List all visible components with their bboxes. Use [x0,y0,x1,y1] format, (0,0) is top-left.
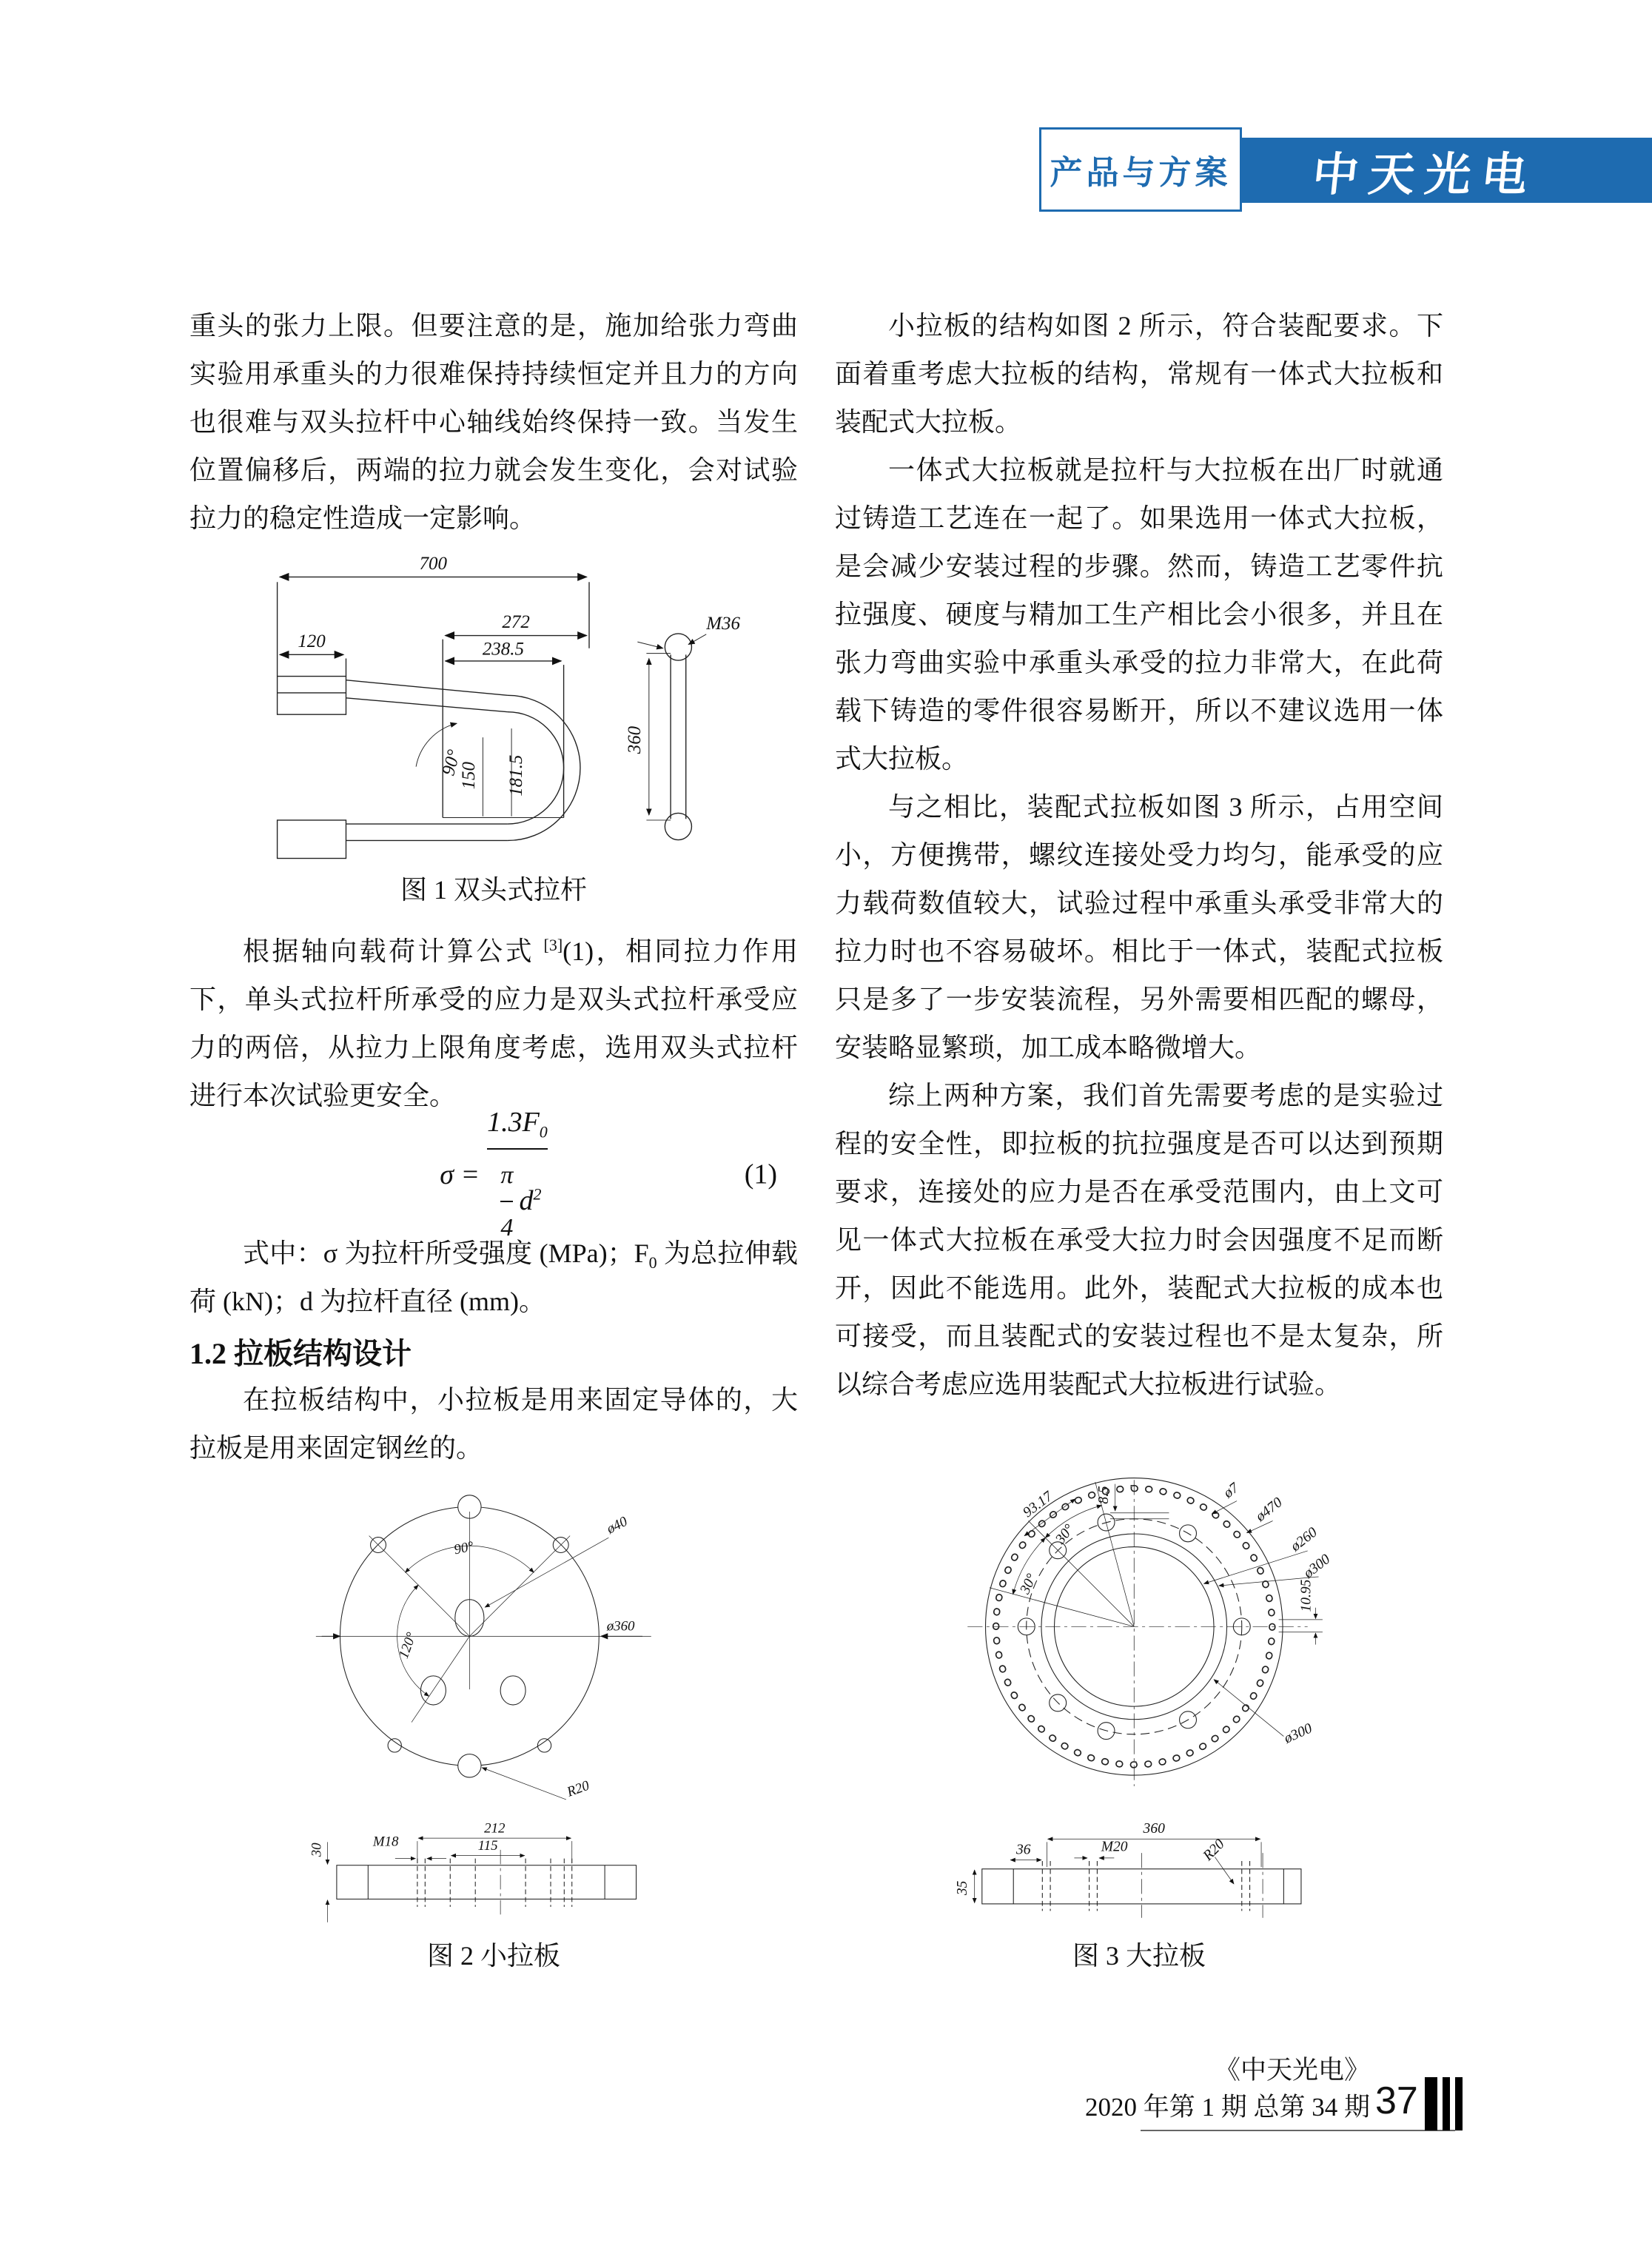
dim-181-5: 181.5 [506,754,526,797]
paragraph: 综上两种方案，我们首先需要考虑的是实验过程的安全性，即拉板的抗拉强度是否可以达到预期要求，连接处的应力是否在承受范围内，由上文可见一体式大拉板在承受大拉力时会因强度不足而断开，因此不能选用。此外，装配式大拉板的成本也可接受，而且装配式的安装过程也不是太复杂，所以综合考虑应选用装配式大拉板进行试验。 [835,1081,1443,1399]
dim-d470: ø470 [1252,1495,1286,1525]
dim-d360: ø360 [606,1618,635,1635]
dim-30deg-b: 30° [1017,1571,1041,1597]
figure-1-caption: 图 1 双头式拉杆 [400,875,587,905]
dim-m18: M18 [372,1834,399,1850]
page-number: 37 [1375,2079,1418,2122]
citation-marker: [3] [543,936,563,954]
dim-8-5: 8.5 [1096,1486,1112,1504]
dim-90deg: 90° [452,1538,475,1558]
dim-238-5: 238.5 [482,639,524,660]
section-tag [1039,127,1242,212]
figure-3-caption: 图 3 大拉板 [1072,1941,1206,1971]
footer-rule [1141,2130,1455,2131]
dim-m20: M20 [1101,1839,1128,1855]
bar [1425,2077,1437,2130]
dim-d40: ø40 [604,1513,631,1538]
dim-120deg: 120° [395,1630,420,1661]
dim-r20: R20 [565,1777,592,1800]
bar [1455,2077,1463,2130]
dim-360: 360 [1143,1821,1165,1837]
dim-93-17: 93.17 [1020,1488,1056,1521]
section-heading: 1.2 拉板结构设计 [189,1337,412,1370]
dim-30deg-a: 30° [1052,1521,1078,1547]
paragraph: 小拉板的结构如图 2 所示，符合装配要求。下面着重考虑大拉板的结构，常规有一体式大拉板和装配式大拉板。 [835,311,1443,437]
paragraph: 重头的张力上限。但要注意的是，施加给张力弯曲实验用承重头的力很难保持持续恒定并且力的方向也很难与双头拉杆中心轴线始终保持一致。当发生位置偏移后，两端的拉力就会发生变化，会对试验拉力的稳定性造成一定影响。 [189,311,798,533]
bar [1443,2077,1450,2130]
equation-number: (1) [744,1159,777,1190]
dim-30: 30 [309,1843,325,1857]
issue-info: 2020 年第 1 期 总第 34 期 [1084,2093,1370,2122]
dim-120: 120 [298,631,326,651]
dim-10-95: 10.95 [1298,1579,1314,1612]
figure-1 [189,551,798,907]
dim-115: 115 [477,1837,498,1854]
brand-bar [1242,138,1652,203]
journal-name: 《中天光电》 [1214,2056,1370,2085]
left-column [189,302,798,1973]
dim-272: 272 [502,612,530,633]
figure-3 [835,1462,1443,1973]
figure-3-drawing [836,1462,1443,1936]
dim-35: 35 [954,1880,970,1896]
dim-360: 360 [624,725,645,754]
dim-r20: R20 [1200,1836,1228,1864]
dim-d260: ø260 [1288,1524,1320,1555]
dim-d7: ø7 [1220,1480,1242,1502]
figure-2-drawing [190,1477,797,1936]
right-column [835,302,1443,1973]
section-label: 产品与方案 [1050,155,1232,191]
dim-700: 700 [419,554,448,574]
paragraph: 在拉板结构中，小拉板是用来固定导体的，大拉板是用来固定钢丝的。 [189,1385,798,1463]
formula-lhs: σ = [440,1159,480,1190]
dim-90deg: 90° [438,747,465,778]
dim-36: 36 [1015,1842,1031,1858]
paragraph: 一体式大拉板就是拉杆与大拉板在出厂时就通过铸造工艺连在一起了。如果选用一体式大拉板，是会减少安装过程的步骤。然而，铸造工艺零件抗拉强度、硬度与精加工生产相比会小很多，并且在张力弯曲实验中承重头承受的拉力非常大，在此荷载下铸造的零件很容易断开，所以不建议选用一体式大拉板。 [835,455,1443,774]
dim-d300-a: ø300 [1300,1551,1334,1582]
paragraph: 根据轴向载荷计算公式 [3](1)，相同拉力作用下，单头式拉杆所承受的应力是双头式拉杆承受应力的两倍，从拉力上限角度考虑，选用双头式拉杆进行本次试验更安全。 [189,936,798,1110]
page-number-bars [1425,2077,1469,2130]
figure-2 [189,1477,798,1973]
dim-150: 150 [459,762,480,790]
footer [1067,2052,1370,2126]
paragraph: 式中：σ 为拉杆所受强度 (MPa)；$F_0$ 为总拉伸载荷 (kN)；d 为拉杆直径 (mm)。 [189,1238,798,1316]
figure-2-caption: 图 2 小拉板 [426,1941,560,1971]
dim-d300-b: ø300 [1281,1720,1315,1747]
paragraph: 与之相比，装配式拉板如图 3 所示，占用空间小，方便携带，螺纹连接处受力均匀，能承受的应力载荷数值较大，试验过程中承重头承受非常大的拉力时也不容易破坏。相比于一体式，装配式拉板只是多了一步安装流程，另外需要相匹配的螺母，安装略显繁琐，加工成本略微增大。 [835,792,1443,1062]
formula-1: σ = $1.3F_0$ $\frac{\pi}{4}$ $d^2$ (1) [440,1106,777,1241]
brand-logo: 中天光电 [1309,150,1540,201]
dim-212: 212 [484,1820,506,1837]
dim-m36: M36 [706,613,740,634]
figure-1-drawing [190,551,797,870]
